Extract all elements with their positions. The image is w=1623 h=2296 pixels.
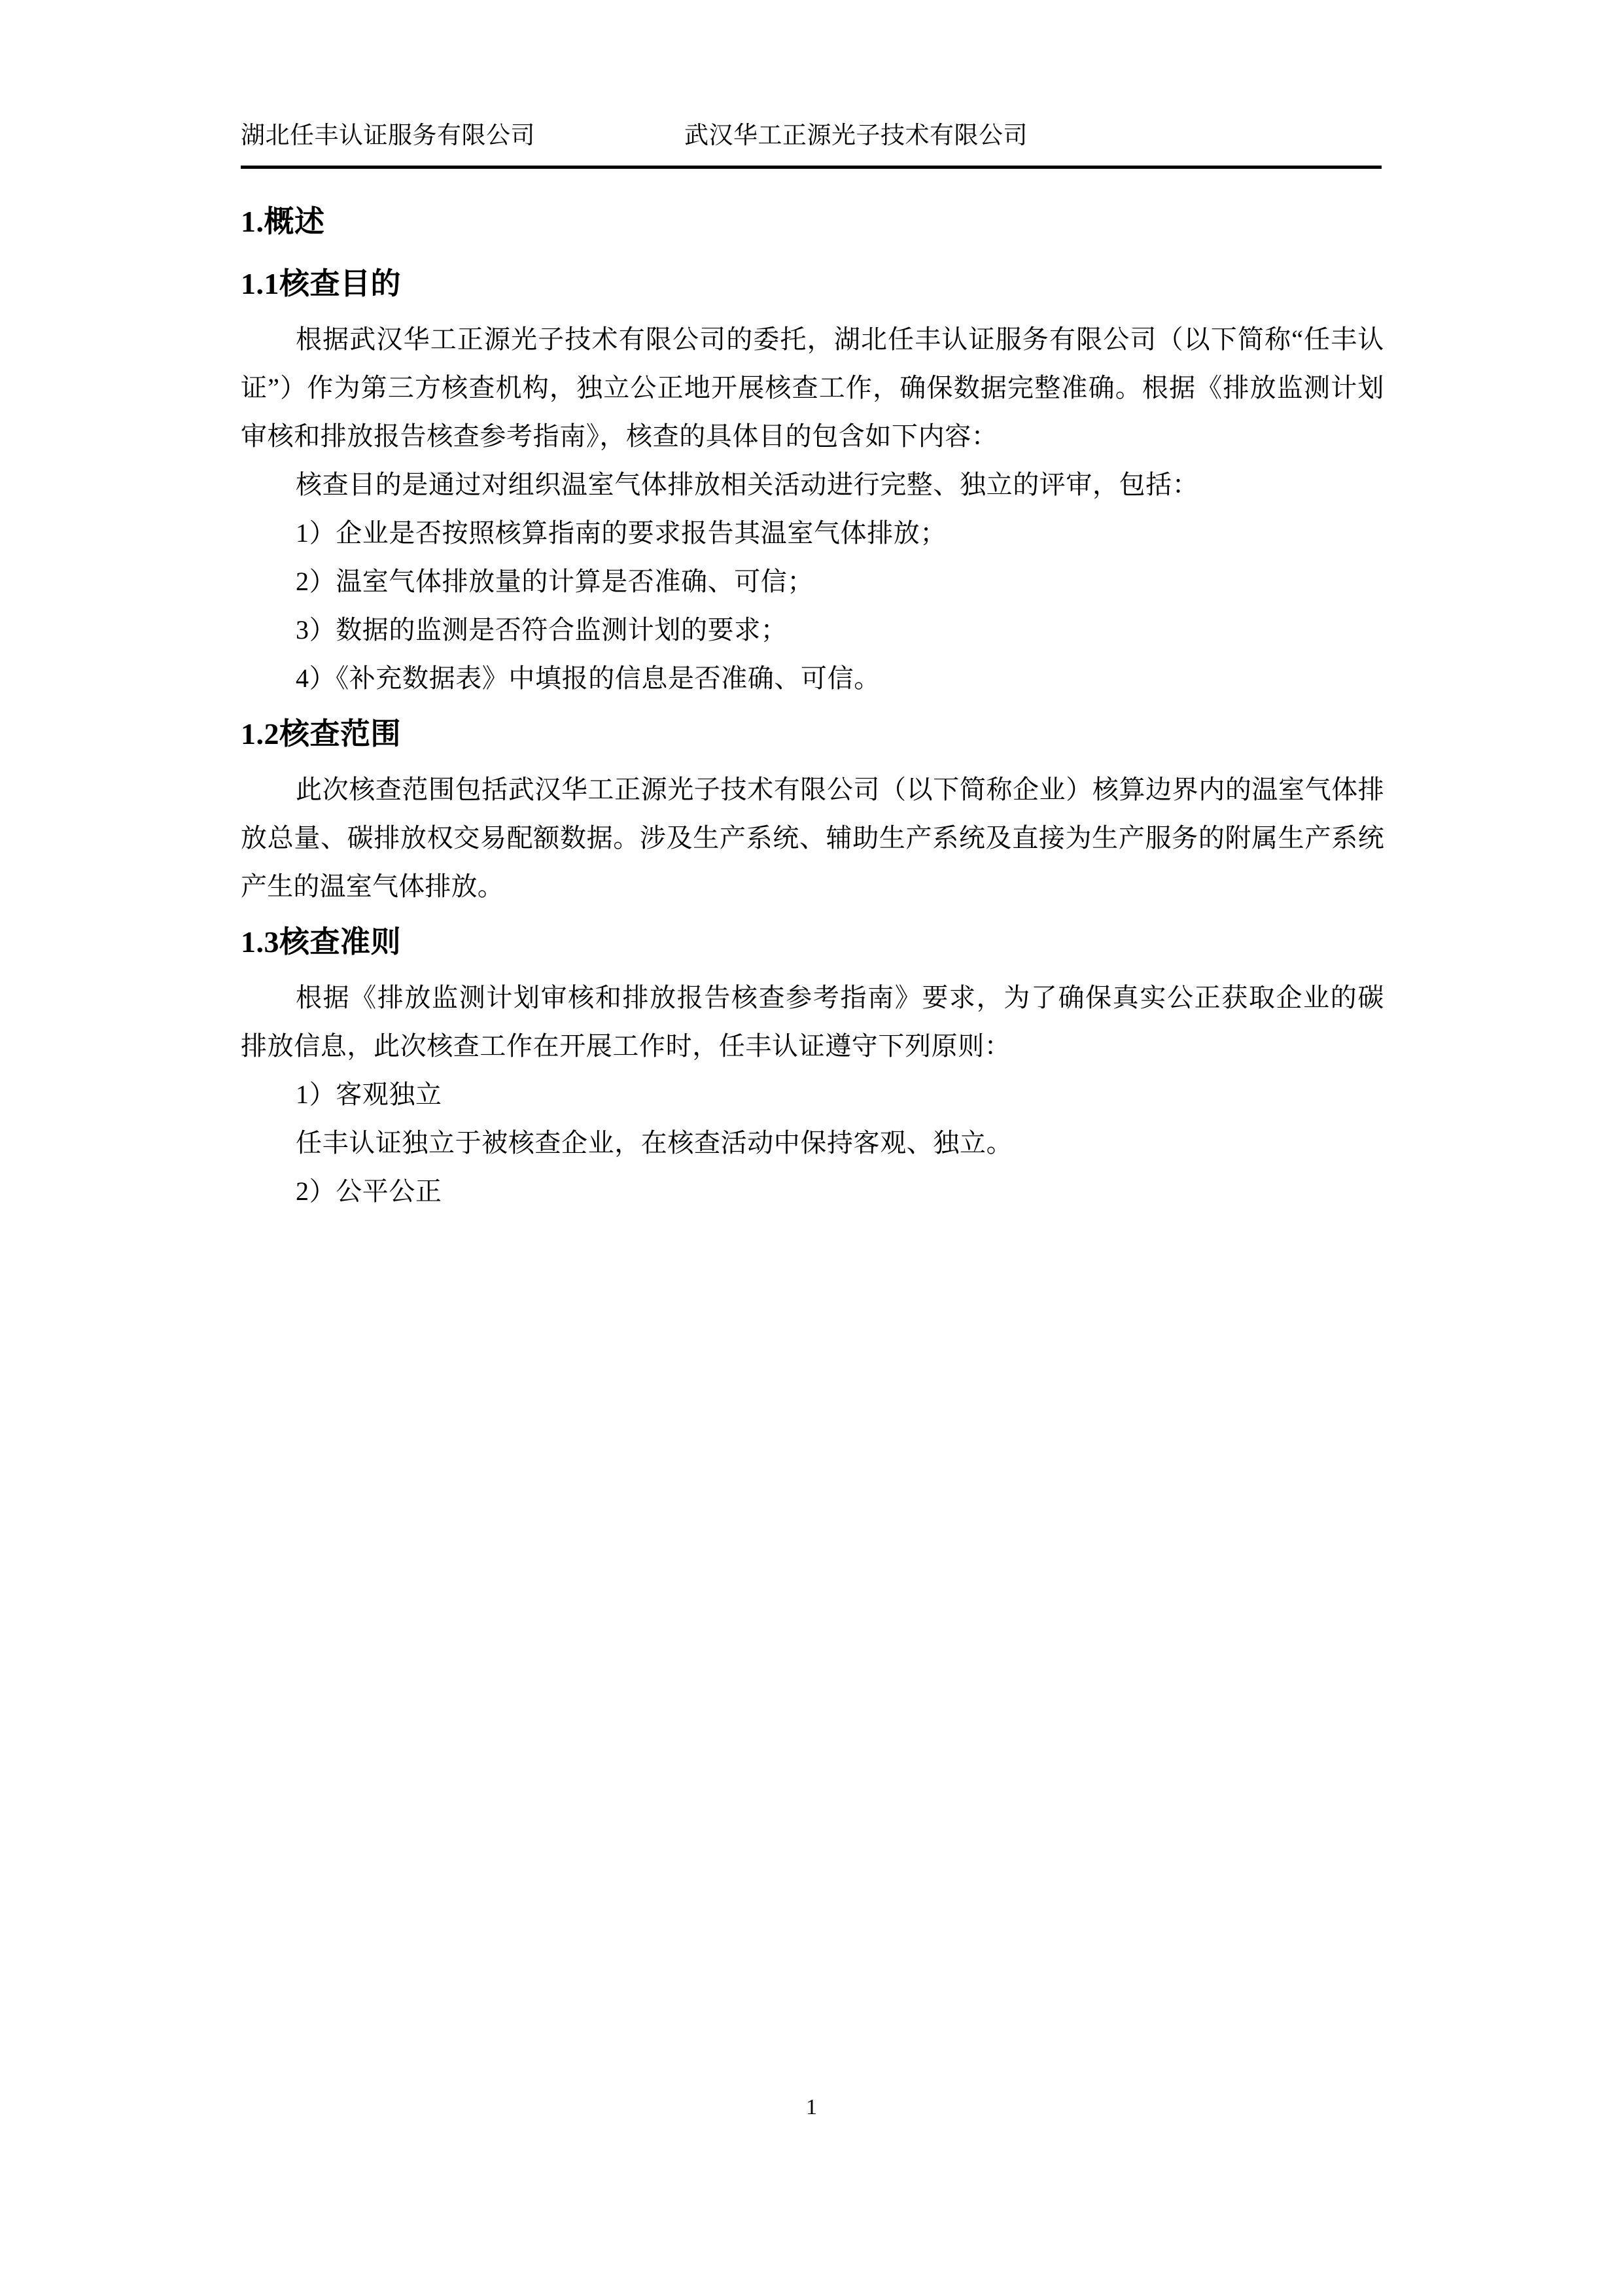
paragraph-verification-criteria: 根据《排放监测计划审核和排放报告核查参考指南》要求，为了确保真实公正获取企业的碳排放信息，此次核查工作在开展工作时，任丰认证遵守下列原则： [241,983,1384,1061]
header-left-company: 湖北任丰认证服务有限公司 [241,122,535,149]
list-item-purpose-1: 1）企业是否按照核算指南的要求报告其温室气体排放； [296,518,947,548]
header-right-company: 武汉华工正源光子技术有限公司 [684,122,1028,149]
page-header [241,118,1382,169]
paragraph-verification-range: 此次核查范围包括武汉华工正源光子技术有限公司（以下简称企业）核算边界内的温室气体排放总量、碳排放权交易配额数据。涉及生产系统、辅助生产系统及直接为生产服务的附属生产系统产生的温室气体排放。 [241,775,1384,901]
list-item-purpose-4: 4）《补充数据表》中填报的信息是否准确、可信。 [296,663,881,693]
paragraph-verification-purpose-scope: 核查目的是通过对组织温室气体排放相关活动进行完整、独立的评审，包括： [296,470,1199,499]
principle-body-1: 任丰认证独立于被核查企业，在核查活动中保持客观、独立。 [296,1128,1013,1157]
document-body [241,191,1384,1216]
principle-title-2: 2）公平公正 [296,1176,442,1206]
list-item-purpose-2: 2）温室气体排放量的计算是否准确、可信； [296,567,814,596]
paragraph-verification-purpose-intro: 根据武汉华工正源光子技术有限公司的委托，湖北任丰认证服务有限公司（以下简称“任丰认证”）作为第三方核查机构，独立公正地开展核查工作，确保数据完整准确。根据《排放监测计划审核和排放报告核查参考指南》，核查的具体目的包含如下内容： [241,325,1384,451]
section-heading-1-2: 1.2核查范围 [241,717,401,751]
section-heading-1: 1.概述 [241,205,325,238]
section-heading-1-3: 1.3核查准则 [241,925,401,959]
page-number: 1 [806,2095,817,2119]
section-heading-1-1: 1.1核查目的 [241,267,401,300]
page-footer [0,2091,1623,2124]
list-item-purpose-3: 3）数据的监测是否符合监测计划的要求； [296,615,788,645]
principle-title-1: 1）客观独立 [296,1080,442,1109]
